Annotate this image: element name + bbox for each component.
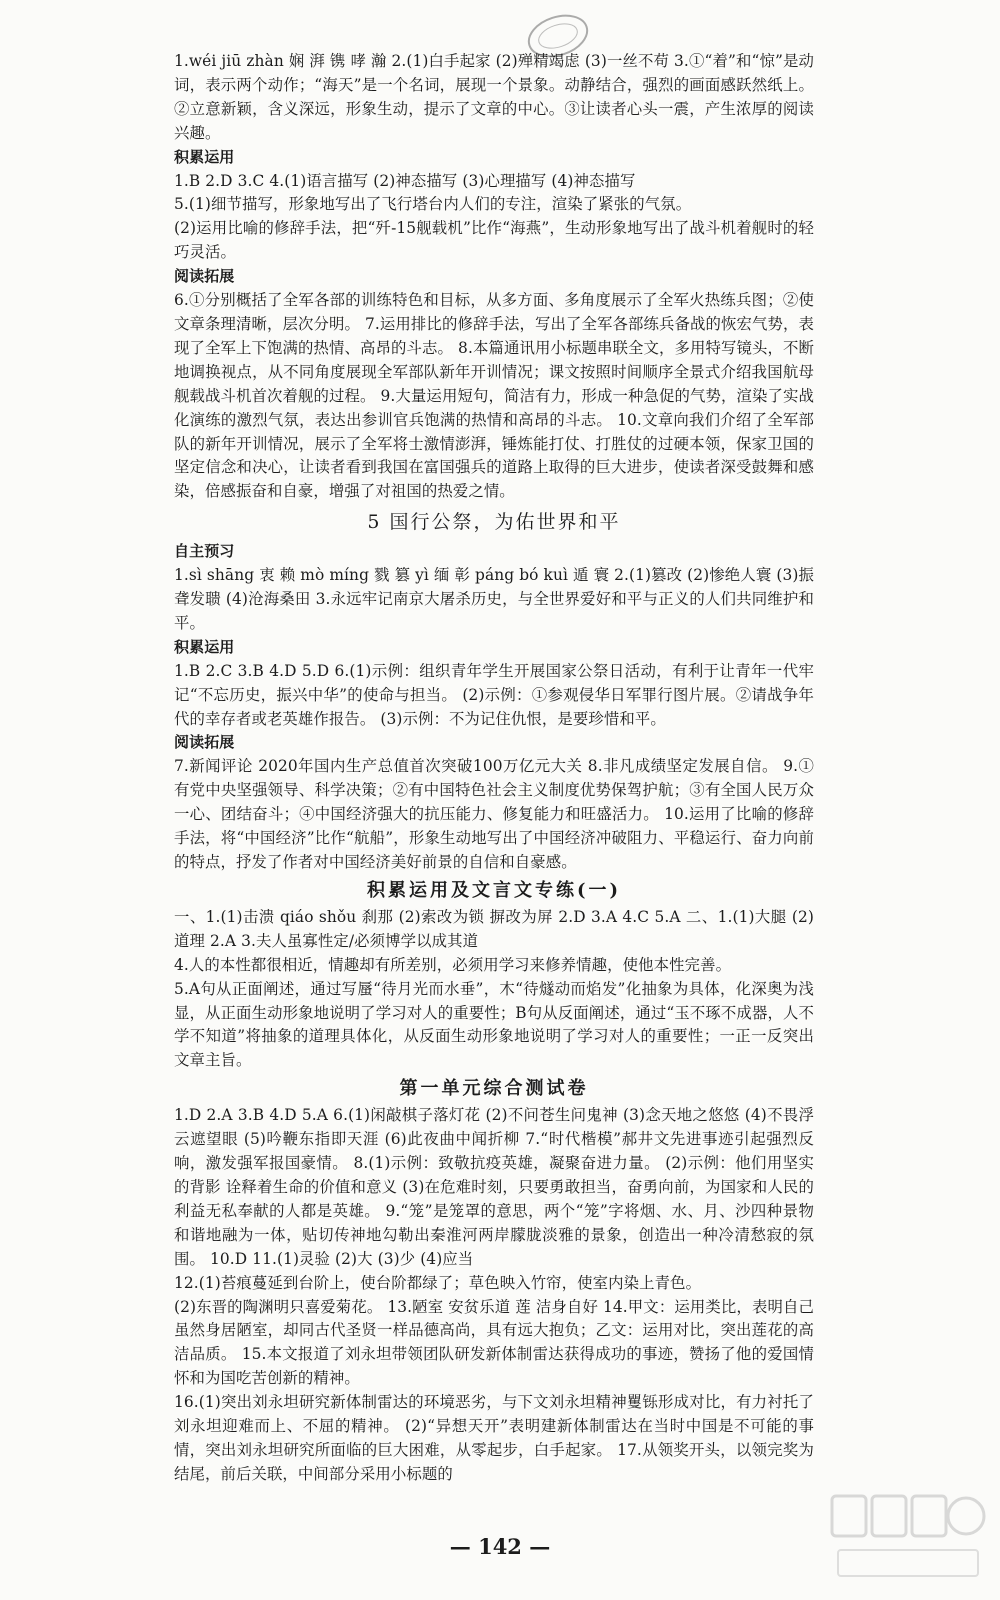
- unit-test-paragraph-3: (2)东晋的陶渊明只喜爱菊花。 13.陋室 安贫乐道 莲 洁身自好 14.甲文：运用类比，表明自己虽然身居陋室，却同古代圣贤一样品德高尚，具有远大抱负；乙文：运用对比，突出莲花的高洁品质。 15.本文报道了刘永坦带领团队研发新体制雷达获得成功的事迹，赞扬了他的爱国情怀和为国吃苦创新的精神。: [174, 1297, 814, 1388]
- unit-test-paragraph-4: 16.(1)突出刘永坦研究新体制雷达的环境恶劣，与下文刘永坦精神矍铄形成对比，有力衬托了刘永坦迎难而上、不屈的精神。 (2)“异想天开”表明建新体制雷达在当时中国是不可能的事情，突出刘永坦研究所面临的巨大困难，从零起步，白手起家。 17.从领奖开头，以领完奖为结尾，前后关联，中间部分采用小标题的: [174, 1393, 814, 1483]
- s5-preview-heading: 自主预习: [174, 542, 235, 561]
- practice-paragraph-2: 4.人的本性都很相近，情趣却有所差别，必须用学习来修养情趣，使他本性完善。: [174, 955, 732, 974]
- s4-accum-line-2: 5.(1)细节描写，形象地写出了飞行塔台内人们的专注，渲染了紧张的气氛。: [174, 195, 692, 214]
- s4-preview-answers: 1.wéi jiū zhàn 娴 湃 镌 哮 瀚 2.(1)白手起家 (2)殚精竭虑 (3)一丝不苟 3.①“着”和“惊”是动词，表示两个动作；“海天”是一个名词，展现一个景象。动静结合，强烈的画面感跃然纸上。②立意新颖，含义深远，形象生动，提示了文章的中心。③让读者心头一震，产生浓厚的阅读兴趣。: [174, 52, 814, 142]
- unit-test-paragraph-1: 1.D 2.A 3.B 4.D 5.A 6.(1)闲敲棋子落灯花 (2)不问苍生问鬼神 (3)念天地之悠悠 (4)不畏浮云遮望眼 (5)吟鞭东指即天涯 (6)此夜曲中闻折柳 7.“时代楷模”郝井文先进事迹引起强烈反响，激发强军报国豪情。 8.(1)示例：致敬抗疫英雄，凝聚奋进力量。 (2)示例：他们用坚实的背影 诠释着生命的价值和意义 (3)在危难时刻，只要勇敢担当，奋勇向前，为国家和人民的利益无私奉献的人都是英雄。 9.“笼”是笼罩的意思，两个“笼”字将烟、水、月、沙四种景物和谐地融为一体，贴切传神地勾勒出秦淮河两岸朦胧淡雅的景象，创造出一种冷清愁寂的氛围。 10.D 11.(1)灵验 (2)大 (3)少 (4)应当: [174, 1106, 814, 1268]
- s4-accum-line-1: 1.B 2.D 3.C 4.(1)语言描写 (2)神态描写 (3)心理描写 (4)神态描写: [174, 171, 636, 190]
- s5-accum-answers: 1.B 2.C 3.B 4.D 5.D 6.(1)示例：组织青年学生开展国家公祭日活动，有利于让青年一代牢记“不忘历史，振兴中华”的使命与担当。 (2)示例：①参观侵华日军罪行图片展。②请战争年代的幸存者或老英雄作报告。 (3)示例：不为记住仇恨，是要珍惜和平。: [174, 661, 814, 728]
- unit-test-paragraph-2: 12.(1)苔痕蔓延到台阶上，使台阶都绿了；草色映入竹帘，使室内染上青色。: [174, 1273, 702, 1292]
- answer-page: [174, 50, 814, 1487]
- s4-accum-line-3: (2)运用比喻的修辞手法，把“歼-15舰载机”比作“海燕”，生动形象地写出了战斗机着舰时的轻巧灵活。: [174, 219, 814, 262]
- practice-paragraph-3: 5.A句从正面阐述，通过写蜃“待月光而水垂”，木“待燧动而焰发”化抽象为具体，化深奥为浅显，从正面生动形象地说明了学习对人的重要性；B句从反面阐述，通过“玉不琢不成器，人不学不知道”将抽象的道理具体化，从反面生动形象地说明了学习对人的重要性；一正一反突出文章主旨。: [174, 979, 814, 1070]
- watermark-logo: [828, 1488, 988, 1588]
- s5-accum-heading: 积累运用: [174, 637, 235, 656]
- lesson-5-title: 5 国行公祭，为佑世界和平: [367, 511, 621, 534]
- s5-preview-answers: 1.sì shāng 衷 赖 mò míng 戮 篡 yì 缅 彰 páng bó kuì 遁 寰 2.(1)篡改 (2)惨绝人寰 (3)振聋发聩 (4)沧海桑田 3.永远牢记南京大屠杀历史，与全世界爱好和平与正义的人们共同维护和平。: [174, 566, 814, 632]
- unit-test-title: 第一单元综合测试卷: [399, 1078, 589, 1100]
- s4-reading-heading: 阅读拓展: [174, 267, 235, 286]
- page-number: — 142 —: [449, 1534, 551, 1559]
- s5-reading-heading: 阅读拓展: [174, 733, 235, 752]
- s5-reading-answers: 7.新闻评论 2020年国内生产总值首次突破100万亿元大关 8.非凡成绩坚定发展自信。 9.①有党中央坚强领导、科学决策；②有中国特色社会主义制度优势保驾护航；③有全国人民万众一心、团结奋斗；④中国经济强大的抗压能力、修复能力和旺盛活力。 10.运用了比喻的修辞手法，将“中国经济”比作“航船”，形象生动地写出了中国经济冲破阻力、平稳运行、奋力向前的特点，抒发了作者对中国经济美好前景的自信和自豪感。: [174, 757, 814, 871]
- s4-reading-answers: 6.①分别概括了全军各部的训练特色和目标，从多方面、多角度展示了全军火热练兵图；②使文章条理清晰，层次分明。 7.运用排比的修辞手法，写出了全军各部练兵备战的恢宏气势，表现了全军上下饱满的热情、高昂的斗志。 8.本篇通讯用小标题串联全文，多用特写镜头，不断地调换视点，从不同角度展现全军部队新年开训情况；课文按照时间顺序全景式介绍我国航母舰载战斗机首次着舰的过程。 9.大量运用短句，简洁有力，形成一种急促的气势，渲染了实战化演练的激烈气氛，表达出参训官兵饱满的热情和高昂的斗志。 10.文章向我们介绍了全军部队的新年开训情况，展示了全军将士激情澎湃，锤炼能打仗、打胜仗的过硬本领，保家卫国的坚定信念和决心，让读者看到我国在富国强兵的道路上取得的巨大进步，使读者深受鼓舞和感染，倍感振奋和自豪，增强了对祖国的热爱之情。: [174, 291, 814, 501]
- s4-accum-heading: 积累运用: [174, 147, 235, 166]
- practice-title: 积累运用及文言文专练(一): [366, 879, 622, 901]
- practice-paragraph-1: 一、1.(1)击溃 qiáo shǒu 刹那 (2)索改为锁 摒改为屏 2.D 3.A 4.C 5.A 二、1.(1)大腿 (2)道理 2.A 3.夫人虽寡性定/必须博学以成其道: [174, 907, 814, 950]
